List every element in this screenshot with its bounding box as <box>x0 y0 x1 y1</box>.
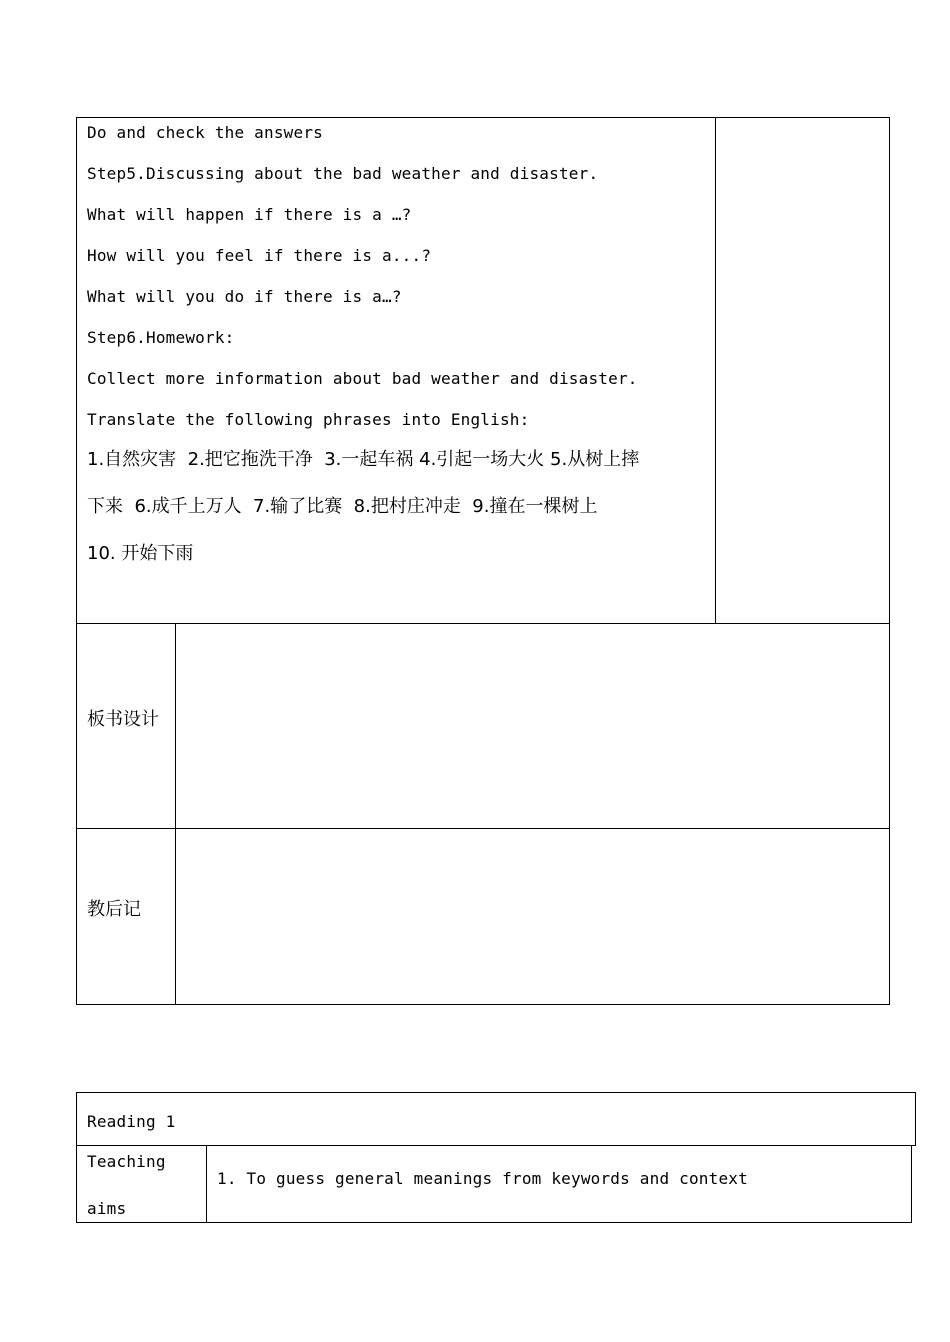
notes-column-divider <box>715 117 716 624</box>
reading-title: Reading 1 <box>87 1112 176 1131</box>
content-line: What will you do if there is a…? <box>87 287 402 306</box>
teaching-aims-label: aims <box>87 1199 127 1218</box>
phrase-line: 10. 开始下雨 <box>87 543 194 564</box>
board-design-label: 板书设计 <box>87 709 159 730</box>
teaching-aims-label: Teaching <box>87 1152 166 1171</box>
content-line: Do and check the answers <box>87 123 323 142</box>
content-line: Step6.Homework: <box>87 328 235 347</box>
reflection-label: 教后记 <box>87 899 141 920</box>
content-line: Step5.Discussing about the bad weather and disaster. <box>87 164 599 183</box>
content-line: Translate the following phrases into English: <box>87 410 530 429</box>
aims-label-divider <box>206 1145 207 1223</box>
label-column-divider <box>175 623 176 1005</box>
teaching-aim-item: 1. To guess general meanings from keywords and context <box>217 1169 748 1188</box>
row-divider-board <box>76 623 890 624</box>
content-line: What will happen if there is a …? <box>87 205 412 224</box>
reading-title-box <box>76 1092 916 1146</box>
row-divider-reflection <box>76 828 890 829</box>
content-line: Collect more information about bad weather and disaster. <box>87 369 638 388</box>
content-line: How will you feel if there is a...? <box>87 246 432 265</box>
phrase-line: 1.自然灾害 2.把它拖洗干净 3.一起车祸 4.引起一场大火 5.从树上摔 <box>87 449 640 470</box>
phrase-line: 下来 6.成千上万人 7.输了比赛 8.把村庄冲走 9.撞在一棵树上 <box>87 496 598 517</box>
